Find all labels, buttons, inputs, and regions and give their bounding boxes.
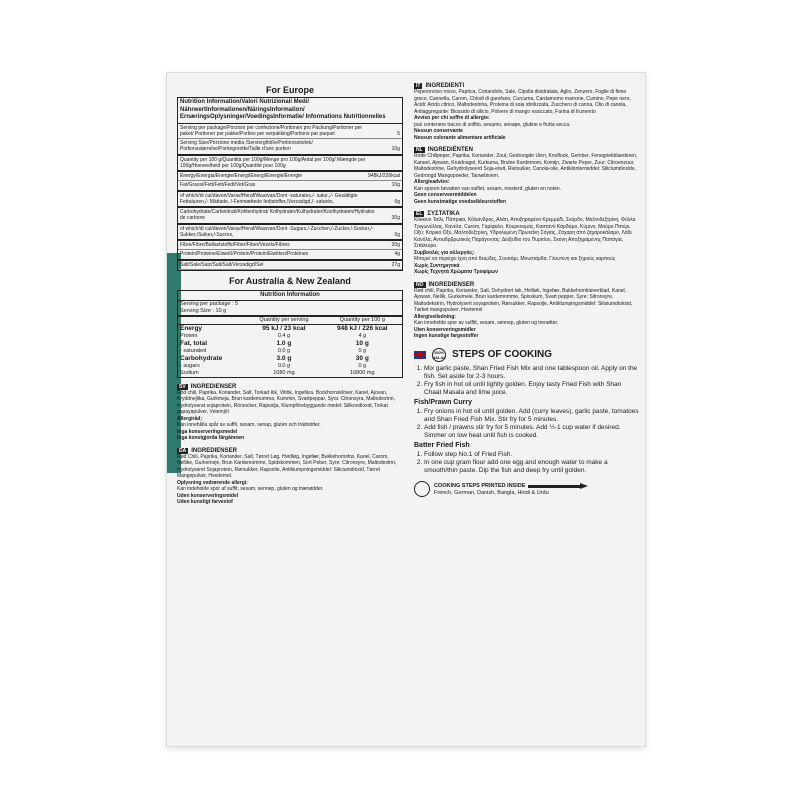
allergy-heading: Συμβουλές για αλλεργίες: [414,249,475,256]
list-item: 2. Fry fish in hot oil until lightly golden. Enjoy tasty Fried Fish with Shan Chaat Masala and lime juice. [424,381,640,397]
table-row: - saturated 0.0 g 0 g [180,348,367,354]
table-row: Sodium 1080 mg 10800 mg [180,369,375,376]
europe-nutrient-row: Energy/Energia/Energie/Energi/Energi/Energie/Energie 948kJ/226kcal [178,172,402,181]
arrow-right-icon [528,483,588,490]
fried-fish-steps [414,365,640,398]
anz-nutrition-table [177,290,403,378]
table-row: Carbohydrate 3.0 g 30 g [180,354,369,362]
europe-quantity-heading: Quantity per 100 g/Quantità per 100g/Menge pro 100g/Antal per 100g/ Mængde per 100g/Hoeveelheid per 100g/Quantité pour 100g [178,156,402,173]
lang-code-badge: SV [179,383,186,390]
europe-nutrition-title: Nutrition Information/Valori Nutrizionali Medi/ NährwertInformationen/NäringsInformation/ ErnæringsOplysninger/VoedingsInformatie/ Informations Nutritionnelles [178,98,402,124]
no-preservatives: Nessun conservante [414,128,463,134]
ingredients-no [414,282,640,340]
ingredients-text: Peperoncino rosso, Paprica, Coriandolo, Sale, Cipolla disidratata, Aglio, Zenzero, Foglie di fieno greco, Cannella, Carom, Chiodi di garofano, Curcuma, Cardamomo marrone, Cumino, Pepe nero, Acidi: Acido citrico, Maltodestrina, Proteina di soia idrolizzata, Zucchero di canna, Olio di canola, Antiaggregante: Biossido di silicio, Polvere di mango essiccato, Farina di frumento [414,89,631,115]
allergy-heading: Allergiveiledning: [414,313,456,320]
europe-nutrient-row: Carbohydrate/Carboidrati/Kohlenhydrat/ Kolhydrater/Kulhydrater/Koolhydraten/Hydrates de carbone 30g [178,208,402,225]
list-item: 2. Add fish / prawns stir fry for 5 minutes. Add ½-1 cup water if desired. Simmer on low heat until fish is cooked. [424,424,640,440]
ingredients-el [414,211,640,276]
no-colours: Inga konstgjorda färgämnen [177,435,245,442]
ingredients-text: Κόκκινο Τσίλι, Πάπρικα, Κόλιανδρος, Αλάτι, Αποξηραμένο Κρεμμύδι, Σκόρδο, Μαλτοδεξτρίνη, Φύλλα Τριγωνέλλας, Κανέλα, Carom, Γαρίφαλο, Κουρκουμάς, Καστανό Κάρδαμο, Κύμινο, Μαύρο Πιπέρι, Οξύ: Κιτρικό Οξύ, Μαλτοδεξτρίνη, Υδρολυμένη Πρωτεΐνη Σόγιας, Ζάχαρη από ζαχαροκάλαμο, Λάδι Κανόλα, Αντιαδρβρωτικός Παράγοντας: Διοξείδιο του Πυριτίου, Σκόνη Αποξηραμένης Παπάγια, Σιτάλευρο. [414,217,636,249]
ingredients-title: INGREDIENTI [425,83,465,89]
lang-code-badge: EL [416,211,423,217]
ingredients-text: Rød Chili, Paprika, Koriander, Salt, Tørret Løg, Hvidløg, Ingefær, Bukkehornsfrø, Kanel, Carom, Nellike, Gurkemeje, Brun Kardemomme, Spidskommen, Sort Peber, Syre: Citronsyre, Maltodextrin, Hydrolyseret Sojaprotein, Rørsukker, Rapsolie, Antiklumpningsmiddel: Siliciumdioxid, Tørret Mangopulver, Hvedemel. [177,453,397,480]
table-row: Fat, total 1.0 g 10 g [180,339,369,347]
europe-nutrient-row: Fat/Grassi/Fett/Fett/Fedt/Vet/Gras 10g [178,181,402,191]
lang-code-badge: DA [179,447,187,454]
right-column [414,83,640,497]
ingredients-text: Rød chili, Paprika, Koriander, Salt, Dehydrert løk, Hvitløk, Ingefær, Bukkehornkløverblad, Kanel, Ajowan, Nellik, Gurkemeie, Brun kardemomme, Spisskum, Svart pepper, Syre: Sitronsyre, Maltodekstrin, Hydrolysert soyaprotein, Rørsukker, Rapsolje, Antiklumpingsmiddel: Silisiumdioksid, Tørket mangopulver, Hvetemel [414,287,633,313]
lang-code-badge: NO [416,281,424,288]
left-column [177,83,403,506]
anz-col-per-100g: Quantity per 100 g [323,317,402,324]
allergy-heading: Allergieadvies: [414,179,450,185]
table-row: Energy 95 kJ / 23 kcal 948 kJ / 226 kcal [180,324,388,332]
printed-languages: French, German, Danish, Bangla, Hindi & Urdu [434,489,549,496]
lang-code-badge: IT [416,83,421,89]
printed-inside-label: COOKING STEPS PRINTED INSIDE [434,483,526,490]
anz-serving-size: Serving Size : 10 g [178,308,402,317]
ingredients-nl [414,147,640,205]
uk-flag-icon [414,351,426,359]
allergy-text: Kan indeholde spor af suffit, sesam, sennep, gluten og trænødder. [177,486,324,493]
allergy-heading: Avviso per chi soffre di allergie: [414,115,490,121]
ingredients-title: ΣΥΣΤΑΤΙΚΑ [427,211,460,217]
anz-nutrition-title: Nutrition Information [178,291,402,302]
ingredients-title: INGREDIENSER [190,383,237,390]
europe-nutrient-row: of which/di cui/davon/Varav/Heraf/Waarvan/Dont -Sugars,/-Zucchen,/-Zucker,/-Socker,/-Sukker,/Suiker,/-Sucres, 0g [178,225,402,242]
allergy-text: Kan sporen bevatten van sulfiet, sesam, mosterd, gluten en noten. [414,185,562,192]
no-colours: Nessun colorante alimentare artificiale [414,134,506,141]
europe-serving-size: Serving Size/Porzione media /Servierghöße/Portionsstorlek/ Portionsstørrelse/Portiegrootte/Taille d'une portion 10g [178,139,402,156]
europe-serving-per-package: Serving per package/Porzioni per confezione/Portionen pro Packung/Portioner per paket/ Portioner per pakke/Porties per verpakking/Portions par paquet 5 [178,124,402,140]
no-preservatives: Uten konserveringsmidler [414,326,476,333]
europe-nutrient-row: Fibre/Fibre/Ballaststoffe/Fiber/Fiber/Vezels/Fibres 20g [178,241,402,250]
europe-nutrient-row: Protein/Proteine/Eiweiß/Protein/Protein/Eiwitten/Protéines 4g [178,250,402,260]
printed-inside-note [414,481,640,497]
no-preservatives: Uden konserveringsmidel [177,492,239,499]
list-item: 1. Mix garlic paste, Shan Fried Fish Mix and one tablespoon oil. Apply on the fish. Set aside for 2-3 hours. [424,365,640,381]
halal-badge-icon: 100% HALAL [432,349,446,360]
batter-title: Batter Fried Fish [414,442,470,450]
curry-steps [414,408,640,441]
lang-code-badge: NL [416,147,423,153]
table-row: - sugars 0.0 g 0 g [180,363,367,369]
ingredients-title: INGREDIËNTEN [427,147,474,153]
no-preservatives: Inga konserveringsmedel [177,428,238,435]
no-colours: Uden kunstigt farvestof [177,499,233,506]
anz-table-header [178,317,402,324]
chef-hat-icon [414,481,430,497]
anz-header: For Australia & New Zealand [229,275,351,286]
europe-nutrient-row: of which/di cui/davon/Varav/Heraf/Waarvan/Dont -saturates,/- satur.,/- Gesättigte Fettsäuren,/- Mättade, /-Fenmættede fedtstoffer,/Verzadigd,/- saturés, 0g [178,192,402,209]
table-row: Protein 0.4 g 4 g [180,333,367,339]
allergy-heading: Oplysning vedrørende allergi: [177,479,248,486]
ingredients-title: INGREDIENSER [428,281,475,288]
list-item: 1. Fry onions in hot oil until golden. Add (curry leaves), garlic paste, tomatoes and Shan Fried Fish Mix. Stir fry for 5 minutes. [424,408,640,424]
list-item: 1. Follow step No.1 of Fried Fish. [424,451,640,459]
batter-steps [414,451,640,475]
list-item: 2. In one cup gram flour add one egg and enough water to make a smooth/thin paste. Dip the fish and deep fry until golden. [424,459,640,475]
europe-nutrition-table [177,97,403,271]
ingredients-text: Röd chili, Paprika, Koriander, Salt, Torkad lök, Vitlök, Ingefära, Bockhornsklöver, Kanel, Ajovan, Kryddnejlika, Gurkmeja, Brun kardemumma, Kummin, Svartpeppar, Syra: Citronsyra, Maltodextrin, Hydrolyserat sojaprotein, Rörsocker, Rapsolja, Klumpförebyggande medel: Silikondioxid, Torkat papayapulver, Vetemjöl [177,389,395,416]
allergy-text: Kan inneholde spor av sulfitt, sesam, sennep, gluten og trenøtter. [414,320,559,326]
ingredients-sv [177,384,403,442]
cooking-title: STEPS OF COOKING [452,349,553,360]
no-colours: Geen kunstmatige voedselkleurstoffen [414,198,506,205]
curry-title: Fish/Prawn Curry [414,399,472,406]
cooking-steps [414,348,640,498]
ingredients-title: INGREDIENSER [191,447,237,454]
anz-table [178,317,402,377]
allergy-text: può contenere tracce di solfito, sesamo, senape, glutine e frutta secca. [414,121,571,128]
ingredients-da [177,448,403,506]
no-preservatives: Geen conserveermiddelen [414,192,477,198]
ingredients-text: Rode Chilipeper, Paprika, Koriander, Zout, Gedroogde Uien, Knoflook, Gember, Fenegriekblaederen, Kaneel, Ajowan, Kruidnagel, Kurkuma, Bruine Kardemom, Komijn, Zwarte Peper, Zuur: Citroenzuur, Maltodextrine, Gehydrolyseerd Soja-eiwit, Rietsuiker, Canola-olie, Antiklontermiddel: Siliciumdioxide, Gedroogd Mangopoeder, Tarwebloem. [414,153,638,179]
ingredients-it [414,83,640,141]
europe-header: For Europe [265,85,314,95]
anz-servings: Serving per package : 5 [180,301,239,308]
europe-nutrient-row: Salt/Sale/Salz/Salt/Salt/Verzadigd/Sel 27g [178,261,402,270]
no-colours: Ingen kunstige fargestoffer [414,333,479,339]
spice-box-back [166,72,646,747]
allergy-text: Kan innehålla spår av suffit, sesam, senap, gluten och trädnötter. [177,422,321,429]
no-preservatives: Χωρίς Συντηρητικά [414,262,460,269]
anz-col-per-serving: Quantity per serving [245,317,322,324]
allergy-text: Μπορεί να περιέχει ίχνη από θειώδες, Σουσάμι, Μουστάρδα, Γλουτένη και ξηρούς καρπούς [414,256,616,262]
no-colours: Χωρίς Τεχνητά Χρώματα Τροφίμων [414,269,498,275]
allergy-heading: Allergiråd: [177,415,203,422]
